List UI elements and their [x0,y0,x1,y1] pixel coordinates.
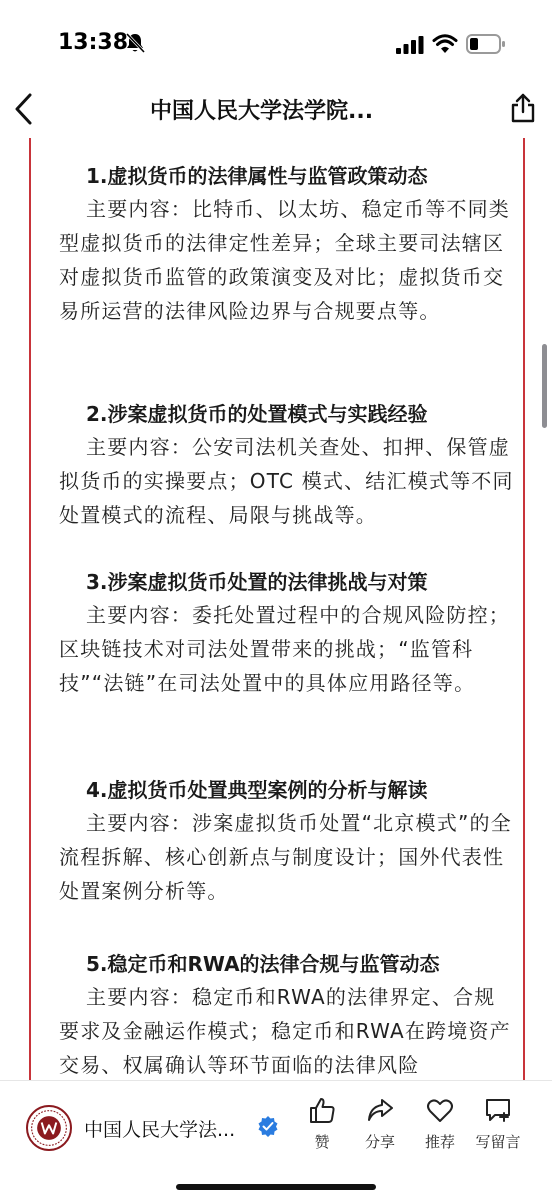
section-title: 1.虚拟货币的法律属性与监管政策动态 [86,164,428,188]
status-bar [0,0,552,84]
account-logo-icon[interactable] [26,1105,72,1151]
comment-icon [483,1095,513,1125]
account-name[interactable]: 中国人民大学法... [84,1119,236,1141]
section-4 [59,774,515,908]
home-indicator[interactable] [176,1184,376,1190]
wifi-icon [432,33,458,55]
bottom-action-bar [0,1080,552,1201]
cellular-signal-icon [396,36,424,54]
share-icon[interactable] [508,92,538,124]
bell-slash-icon [124,32,146,54]
section-body: 主要内容：公安司法机关查处、扣押、保管虚拟货币的实操要点；OTC 模式、结汇模式等不同处置模式的流程、局限与挑战等。 [59,435,514,527]
scroll-indicator[interactable] [542,344,547,428]
nav-bar [0,84,552,138]
share-button[interactable] [352,1095,408,1152]
share-label: 分享 [364,1133,395,1151]
like-button[interactable] [294,1095,350,1152]
page-title: 中国人民大学法学院... [150,99,374,124]
comment-label: 写留言 [475,1133,521,1151]
battery-icon [466,34,506,54]
back-icon[interactable] [12,92,36,126]
section-title: 4.虚拟货币处置典型案例的分析与解读 [86,778,428,802]
heart-icon [425,1095,455,1125]
section-title: 5.稳定币和RWA的法律合规与监管动态 [86,952,440,976]
recommend-button[interactable] [412,1095,468,1152]
section-body: 主要内容：比特币、以太坊、稳定币等不同类型虚拟货币的法律定性差异；全球主要司法辖区对虚拟货币监管的政策演变及对比；虚拟货币交易所运营的法律风险边界与合规要点等。 [59,197,510,323]
article-content[interactable] [29,138,525,1080]
thumbs-up-icon [307,1095,337,1125]
section-body: 主要内容：涉案虚拟货币处置“北京模式”的全流程拆解、核心创新点与制度设计；国外代表性处置案例分析等。 [59,811,512,903]
section-title: 2.涉案虚拟货币的处置模式与实践经验 [86,402,428,426]
section-body: 主要内容：稳定币和RWA的法律界定、合规要求及金融运作模式；稳定币和RWA在跨境资产交易、权属确认等环节面临的法律风险 [59,985,511,1077]
section-2 [59,398,515,532]
section-5 [59,948,515,1080]
section-title: 3.涉案虚拟货币处置的法律挑战与对策 [86,570,428,594]
verified-badge-icon [257,1115,279,1137]
like-label: 赞 [314,1133,330,1151]
recommend-label: 推荐 [424,1133,455,1151]
section-3 [59,566,515,700]
section-body: 主要内容：委托处置过程中的合规风险防控；区块链技术对司法处置带来的挑战；“监管科技”“法链”在司法处置中的具体应用路径等。 [59,603,510,695]
comment-button[interactable] [470,1095,526,1152]
section-1 [59,160,515,328]
share-arrow-icon [365,1095,395,1125]
status-time: 13:38 [58,30,129,55]
